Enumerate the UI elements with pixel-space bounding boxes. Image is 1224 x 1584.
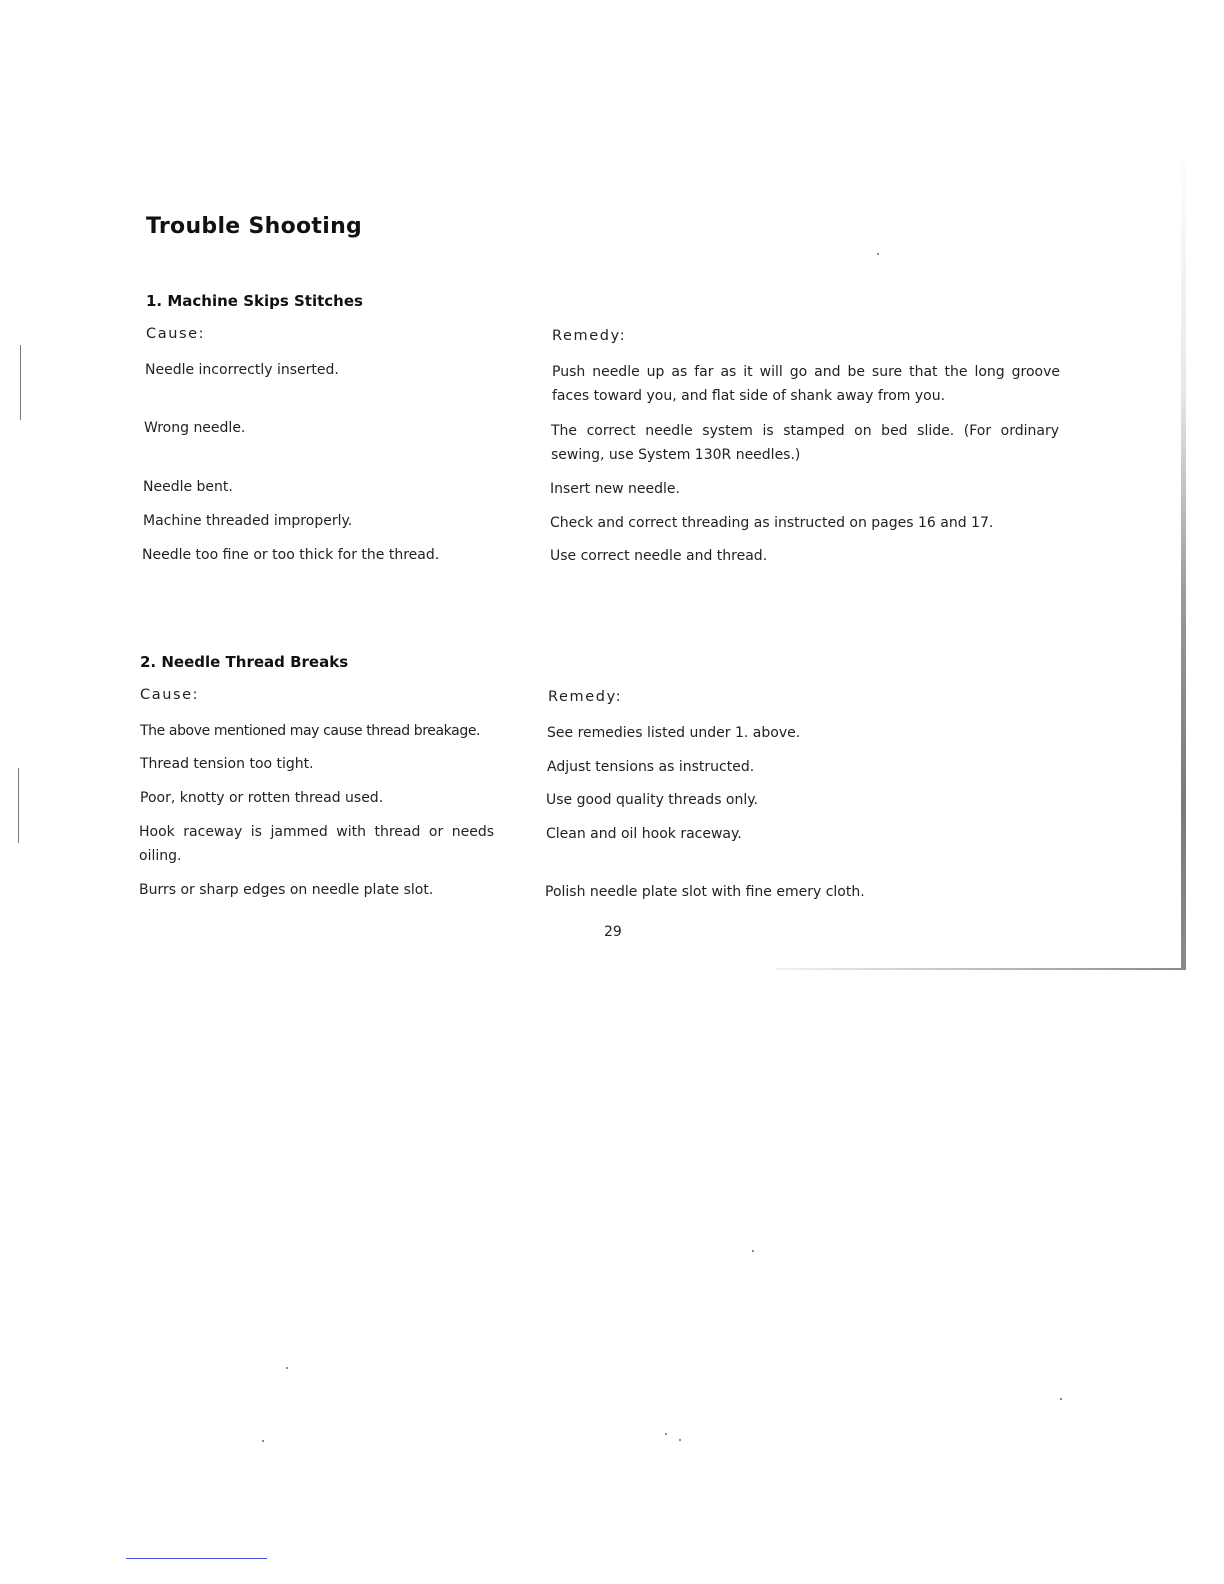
left-margin-mark <box>18 768 19 843</box>
cause-text: Thread tension too tight. <box>140 756 314 772</box>
cause-text: Needle bent. <box>143 479 233 495</box>
scan-speck <box>286 1367 288 1369</box>
remedy-text: Use good quality threads only. <box>546 792 759 808</box>
scan-speck <box>1060 1398 1062 1400</box>
bottom-rule <box>126 1558 267 1559</box>
remedy-text: Polish needle plate slot with fine emery cloth. <box>545 884 865 900</box>
left-margin-mark <box>20 345 21 420</box>
scan-right-edge <box>1181 140 1186 970</box>
cause-text: Wrong needle. <box>144 420 246 436</box>
remedy-text: Adjust tensions as instructed. <box>547 759 755 775</box>
cause-text: Burrs or sharp edges on needle plate slot. <box>139 882 434 898</box>
remedy-text: Clean and oil hook raceway. <box>546 826 742 842</box>
page-number: 29 <box>604 924 622 940</box>
cause-label: Cause: <box>140 687 200 703</box>
cause-text: The above mentioned may cause thread breakage. <box>140 723 481 739</box>
remedy-text: Insert new needle. <box>550 481 680 497</box>
remedy-text: Use correct needle and thread. <box>550 548 768 564</box>
scan-speck <box>665 1433 667 1435</box>
remedy-text: See remedies listed under 1. above. <box>547 725 801 741</box>
scan-speck <box>877 253 879 255</box>
scan-speck <box>679 1439 681 1441</box>
scan-bottom-edge <box>775 968 1185 970</box>
cause-text: Needle too fine or too thick for the thread. <box>142 547 440 563</box>
remedy-text: Check and correct threading as instructed on pages 16 and 17. <box>550 515 994 531</box>
scan-speck <box>262 1440 264 1442</box>
section-heading: 2. Needle Thread Breaks <box>140 653 349 671</box>
remedy-text: The correct needle system is stamped on bed slide. (For ordinary sewing, use System 130R needles.) <box>551 423 1059 463</box>
cause-text: Needle incorrectly inserted. <box>145 362 339 378</box>
cause-text: Poor, knotty or rotten thread used. <box>140 790 384 806</box>
remedy-label: Remedy: <box>552 328 627 344</box>
scan-speck <box>752 1250 754 1252</box>
cause-text: Hook raceway is jammed with thread or needs oiling. <box>139 824 494 864</box>
remedy-text: Push needle up as far as it will go and be sure that the long groove faces toward you, and flat side of shank away from you. <box>552 364 1060 404</box>
cause-text: Machine threaded improperly. <box>143 513 353 529</box>
cause-label: Cause: <box>146 326 206 342</box>
section-heading: 1. Machine Skips Stitches <box>146 292 363 310</box>
page-title: Trouble Shooting <box>146 214 363 239</box>
remedy-label: Remedy: <box>548 689 623 705</box>
